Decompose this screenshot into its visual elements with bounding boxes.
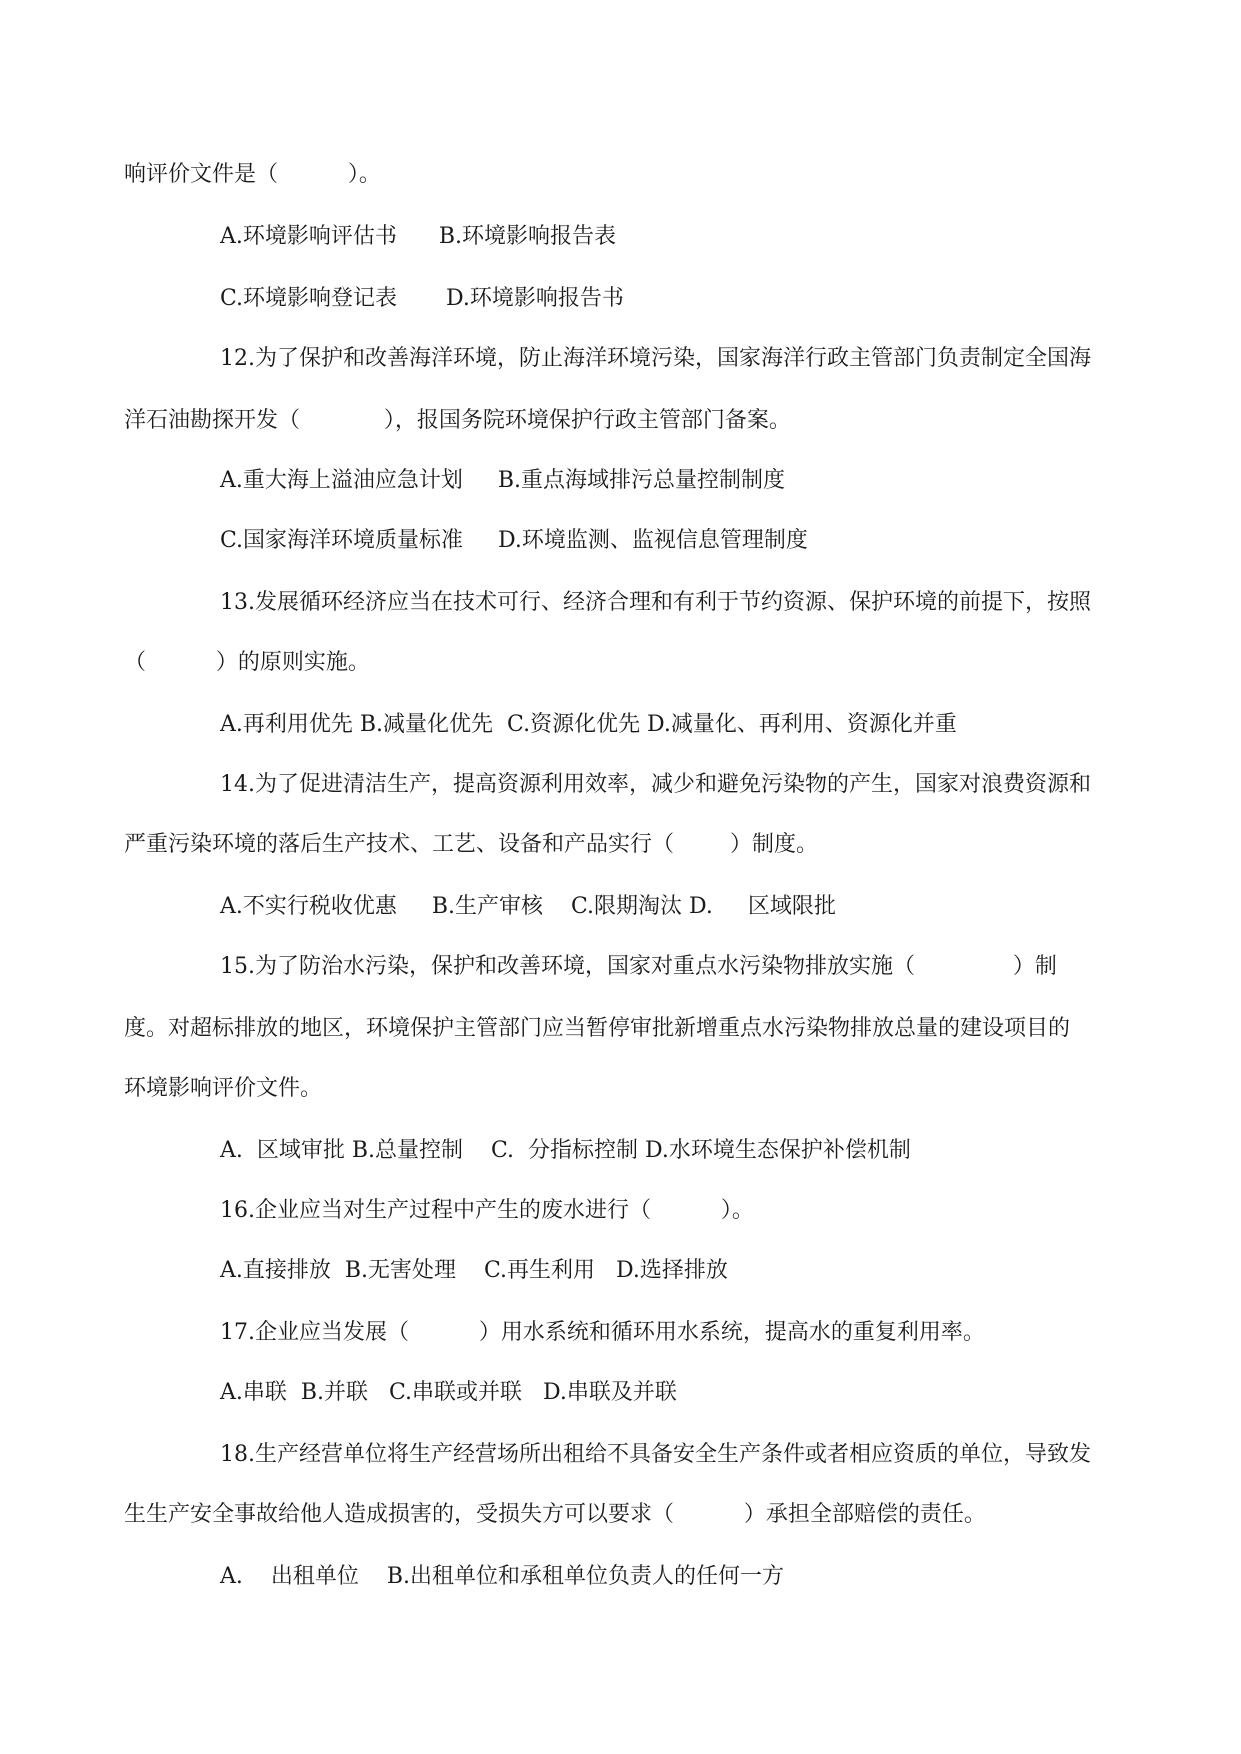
question-12-options-ab: A.重大海上溢油应急计划 B.重点海域排污总量控制制度 — [220, 468, 786, 493]
question-15-stem-cont: 度。对超标排放的地区，环境保护主管部门应当暂停审批新增重点水污染物排放总量的建设项目的 — [124, 1016, 1071, 1041]
question-14-stem-cont: 严重污染环境的落后生产技术、工艺、设备和产品实行（ ）制度。 — [124, 832, 818, 857]
question-14-options: A.不实行税收优惠 B.生产审核 C.限期淘汰 D. 区域限批 — [220, 894, 836, 919]
question-17-stem: 17.企业应当发展（ ）用水系统和循环用水系统，提高水的重复利用率。 — [220, 1320, 985, 1345]
question-13-stem-cont: （ ）的原则实施。 — [124, 650, 370, 675]
question-15-options: A. 区域审批 B.总量控制 C. 分指标控制 D.水环境生态保护补偿机制 — [220, 1138, 911, 1163]
question-16-stem: 16.企业应当对生产过程中产生的废水进行（ ）。 — [220, 1198, 754, 1223]
question-11-options-ab: A.环境影响评估书 B.环境影响报告表 — [220, 224, 617, 249]
question-14-stem: 14.为了促进清洁生产，提高资源利用效率，减少和避免污染物的产生，国家对浪费资源和 — [220, 772, 1091, 797]
question-13-stem: 13.发展循环经济应当在技术可行、经济合理和有利于节约资源、保护环境的前提下，按照 — [220, 590, 1091, 615]
question-18-stem-cont: 生生产安全事故给他人造成损害的，受损失方可以要求（ ）承担全部赔偿的责任。 — [124, 1502, 986, 1527]
question-15-stem: 15.为了防治水污染，保护和改善环境，国家对重点水污染物排放实施（ ）制 — [220, 954, 1057, 979]
question-18-stem: 18.生产经营单位将生产经营场所出租给不具备安全生产条件或者相应资质的单位，导致发 — [220, 1442, 1091, 1467]
question-15-stem-cont-2: 环境影响评价文件。 — [124, 1076, 323, 1101]
question-12-stem: 12.为了保护和改善海洋环境，防止海洋环境污染，国家海洋行政主管部门负责制定全国海 — [220, 346, 1091, 371]
question-17-options: A.串联 B.并联 C.串联或并联 D.串联及并联 — [220, 1380, 677, 1405]
question-16-options: A.直接排放 B.无害处理 C.再生利用 D.选择排放 — [220, 1258, 728, 1283]
question-13-options: A.再利用优先 B.减量化优先 C.资源化优先 D.减量化、再利用、资源化并重 — [220, 712, 957, 737]
question-12-options-cd: C.国家海洋环境质量标准 D.环境监测、监视信息管理制度 — [220, 528, 808, 553]
question-18-options: A. 出租单位 B.出租单位和承租单位负责人的任何一方 — [220, 1564, 784, 1589]
question-11-stem-cont: 响评价文件是（ ）。 — [124, 162, 381, 187]
question-11-options-cd: C.环境影响登记表 D.环境影响报告书 — [220, 286, 624, 311]
question-12-stem-cont: 洋石油勘探开发（ ），报国务院环境保护行政主管部门备案。 — [124, 408, 791, 433]
